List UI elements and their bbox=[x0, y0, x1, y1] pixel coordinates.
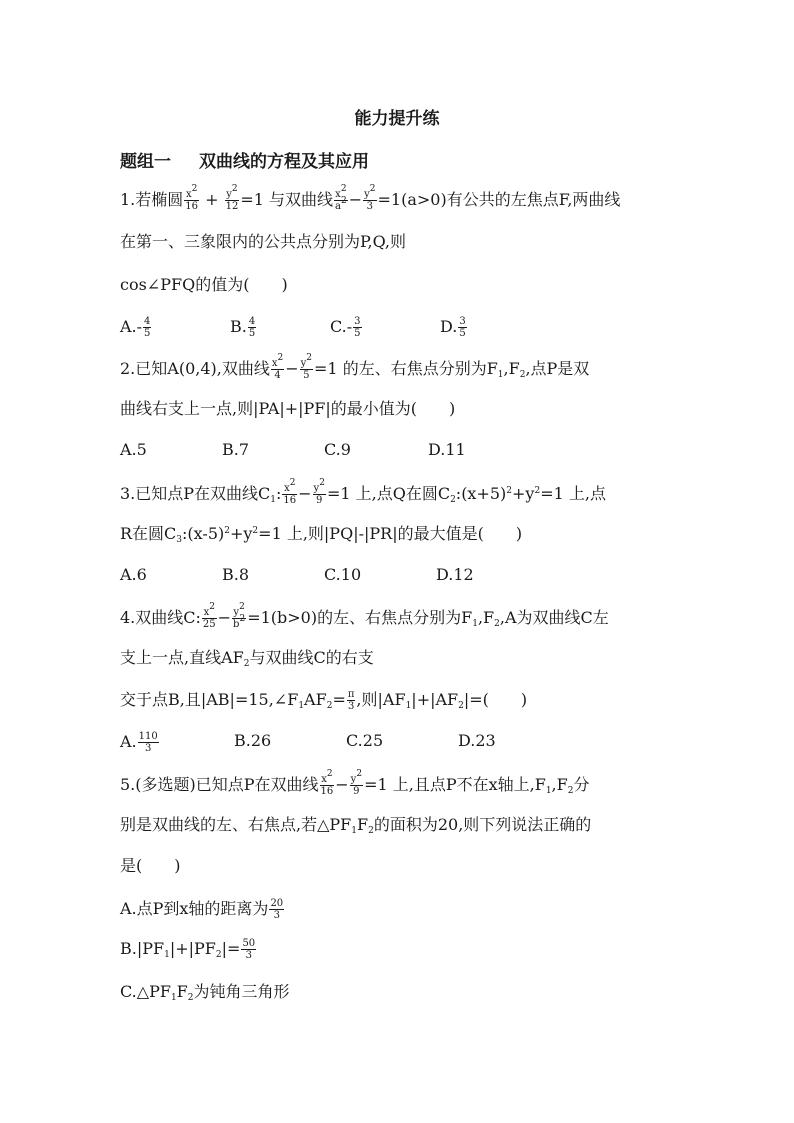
q5-line3: 是( ) bbox=[120, 856, 181, 875]
q1-option-c[interactable]: C.- $\frac{3}{5}$ bbox=[330, 316, 361, 339]
section-heading bbox=[120, 147, 369, 172]
q4-option-b[interactable]: B.26 bbox=[234, 731, 272, 750]
q2-option-a[interactable]: A.5 bbox=[120, 440, 147, 459]
q4-line3: 交于点B,且$|AB|=15,\angle F_1AF_2=$ $\frac{\pi}{3}$ ,则$|AF_1|+|AF_2|=$( ) bbox=[120, 689, 528, 712]
q3-option-b[interactable]: B.8 bbox=[222, 565, 250, 584]
q1-option-d[interactable]: D. $\frac{3}{5}$ bbox=[440, 316, 466, 339]
q2-option-d[interactable]: D.11 bbox=[428, 440, 466, 459]
q3-option-c[interactable]: C.10 bbox=[324, 565, 362, 584]
q4-line2: 支上一点,直线$AF_2$与双曲线C的右支 bbox=[120, 648, 374, 669]
section-prefix: 题组一 bbox=[120, 152, 171, 172]
q3-line2: R在圆$C_3:(x-5)^2+y^2=1$ 上,则|PQ|-|PR|的最大值是( ) bbox=[120, 524, 523, 545]
q4-line1: 4.双曲线C: $\frac{x^2}{25}$ − $\frac{y^2}{b^2}$ =1(b>0)的左、右焦点分别为$F_1,F_2,A$为双曲线C左 bbox=[120, 602, 609, 630]
q2-option-b[interactable]: B.7 bbox=[222, 440, 250, 459]
q4-option-d[interactable]: D.23 bbox=[458, 731, 496, 750]
q5-line1: 5.(多选题)已知点P在双曲线 $\frac{x^2}{16}$ − $\frac{y^2}{9}$ =1 上,且点P不在x轴上$,F_1,F_2$分 bbox=[120, 769, 590, 797]
page-title: 能力提升练 bbox=[354, 109, 440, 129]
q1-option-a[interactable]: A.- $\frac{4}{5}$ bbox=[120, 316, 151, 339]
q2-line1: 2.已知A(0,4),双曲线 $\frac{x^2}{4}$ − $\frac{y^2}{5}$ =1 的左、右焦点分别为$F_1,F_2$,点P是双 bbox=[120, 353, 590, 381]
q5-option-b[interactable]: $B.|PF_1|+|PF_2|=$ $\frac{50}{3}$ bbox=[120, 938, 256, 961]
q4-option-c[interactable]: C.25 bbox=[346, 731, 384, 750]
q5-line2: 别是双曲线的左、右焦点,若$\triangle PF_1F_2$的面积为20,则下列说法正确的 bbox=[120, 815, 592, 836]
q3-option-a[interactable]: A.6 bbox=[120, 565, 147, 584]
q1-line3: cos∠PFQ的值为( ) bbox=[120, 275, 288, 294]
q5-option-c[interactable]: $C.\triangle PF_1F_2$为钝角三角形 bbox=[120, 982, 290, 1003]
q3-option-d[interactable]: D.12 bbox=[436, 565, 474, 584]
q5-option-a[interactable]: A.点P到x轴的距离为 $\frac{20}{3}$ bbox=[120, 898, 284, 921]
q1-line1: 1.若椭圆 $\frac{x^2}{16}$ + $\frac{y^2}{12}$ =1 与双曲线 $\frac{x^2}{a^2}$ − $\frac{y^2}{3}$ =1(a>0)有公共的左焦点F,两曲线 bbox=[120, 184, 621, 212]
q1-option-b[interactable]: B. $\frac{4}{5}$ bbox=[230, 316, 256, 339]
section-name: 双曲线的方程及其应用 bbox=[199, 152, 369, 172]
q1-line2: 在第一、三象限内的公共点分别为P,Q,则 bbox=[120, 232, 407, 251]
q2-option-c[interactable]: C.9 bbox=[324, 440, 351, 459]
q3-line1: 3.已知点P在双曲线$C_1$: $\frac{x^2}{16}$ − $\frac{y^2}{9}$ =1 上,点Q在圆$C_2:(x+5)^2+y^2=1$ 上,点 bbox=[120, 478, 606, 506]
q4-option-a[interactable]: A. $\frac{110}{3}$ bbox=[120, 731, 158, 754]
q2-line2: 曲线右支上一点,则|PA|+|PF|的最小值为( ) bbox=[120, 399, 456, 418]
